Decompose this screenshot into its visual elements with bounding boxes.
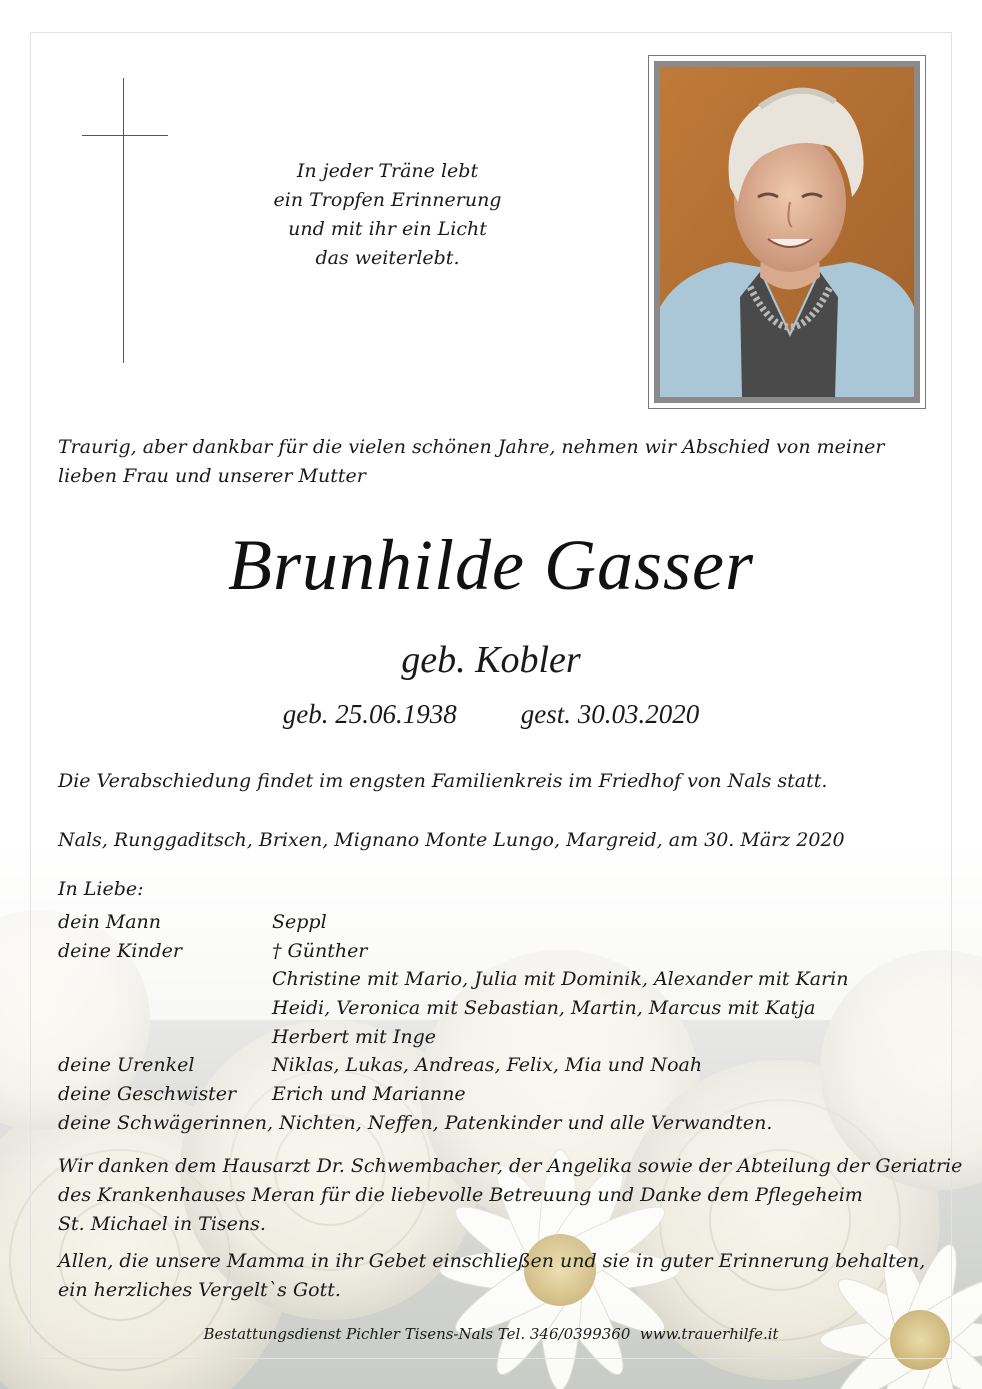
thanks-line: St. Michael in Tisens. <box>58 1213 266 1235</box>
closing-line: ein herzliches Vergelt`s Gott. <box>58 1279 341 1301</box>
family-closing: deine Schwägerinnen, Nichten, Neffen, Patenkinder und alle Verwandten. <box>58 1111 773 1134</box>
intro-line: Traurig, aber dankbar für die vielen schönen Jahre, nehmen wir Abschied von meiner <box>58 436 885 458</box>
family-names: Heidi, Veronica mit Sebastian, Martin, Marcus mit Katja <box>272 997 816 1020</box>
poem-line: In jeder Träne lebt <box>296 160 479 182</box>
portrait-photo <box>660 67 914 397</box>
closing-text <box>58 1247 925 1305</box>
family-names: Herbert mit Inge <box>272 1025 436 1048</box>
portrait-mat <box>654 61 920 403</box>
memorial-poem <box>250 157 525 273</box>
poem-line: das weiterlebt. <box>315 247 460 269</box>
places-date: Nals, Runggaditsch, Brixen, Mignano Monte Lungo, Margreid, am 30. März 2020 <box>58 829 845 851</box>
funeral-service-footer: Bestattungsdienst Pichler Tisens-Nals Tel. 346/0399360 www.trauerhilfe.it <box>203 1325 779 1343</box>
family-role: deine Geschwister <box>58 1083 237 1106</box>
thanks-line: Wir danken dem Hausarzt Dr. Schwembacher, der Angelika sowie der Abteilung der Geriatrie <box>58 1155 963 1177</box>
poem-line: ein Tropfen Erinnerung <box>273 189 502 211</box>
in-love-label: In Liebe: <box>58 878 144 900</box>
birth-date: geb. 25.06.1938 <box>282 699 457 729</box>
family-names: Erich und Marianne <box>272 1083 466 1106</box>
portrait-frame <box>648 55 926 409</box>
family-names: Niklas, Lukas, Andreas, Felix, Mia und Noah <box>272 1054 703 1077</box>
family-names: Seppl <box>272 911 327 933</box>
poem-line: und mit ihr ein Licht <box>288 218 487 240</box>
cross-horizontal-bar <box>82 135 168 136</box>
cross-vertical-bar <box>123 78 124 363</box>
family-role: dein Mann <box>58 911 162 933</box>
family-role: deine Kinder <box>58 939 183 962</box>
intro-line: lieben Frau und unserer Mutter <box>58 465 366 487</box>
farewell-text: Die Verabschiedung findet im engsten Familienkreis im Friedhof von Nals statt. <box>58 770 828 792</box>
deceased-name: Brunhilde Gasser <box>228 525 754 605</box>
thanks-text <box>58 1152 962 1239</box>
family-names: Christine mit Mario, Julia mit Dominik, Alexander mit Karin <box>272 968 849 991</box>
closing-line: Allen, die unsere Mamma in ihr Gebet einschließen und sie in guter Erinnerung behalten, <box>58 1250 926 1272</box>
family-names: † Günther <box>272 939 368 962</box>
death-date: gest. 30.03.2020 <box>520 699 700 729</box>
life-dates <box>0 694 982 734</box>
maiden-name: geb. Kobler <box>401 639 581 681</box>
family-role: deine Urenkel <box>58 1054 195 1077</box>
intro-text <box>58 433 938 491</box>
thanks-line: des Krankenhauses Meran für die liebevolle Betreuung und Danke dem Pflegeheim <box>58 1184 863 1206</box>
